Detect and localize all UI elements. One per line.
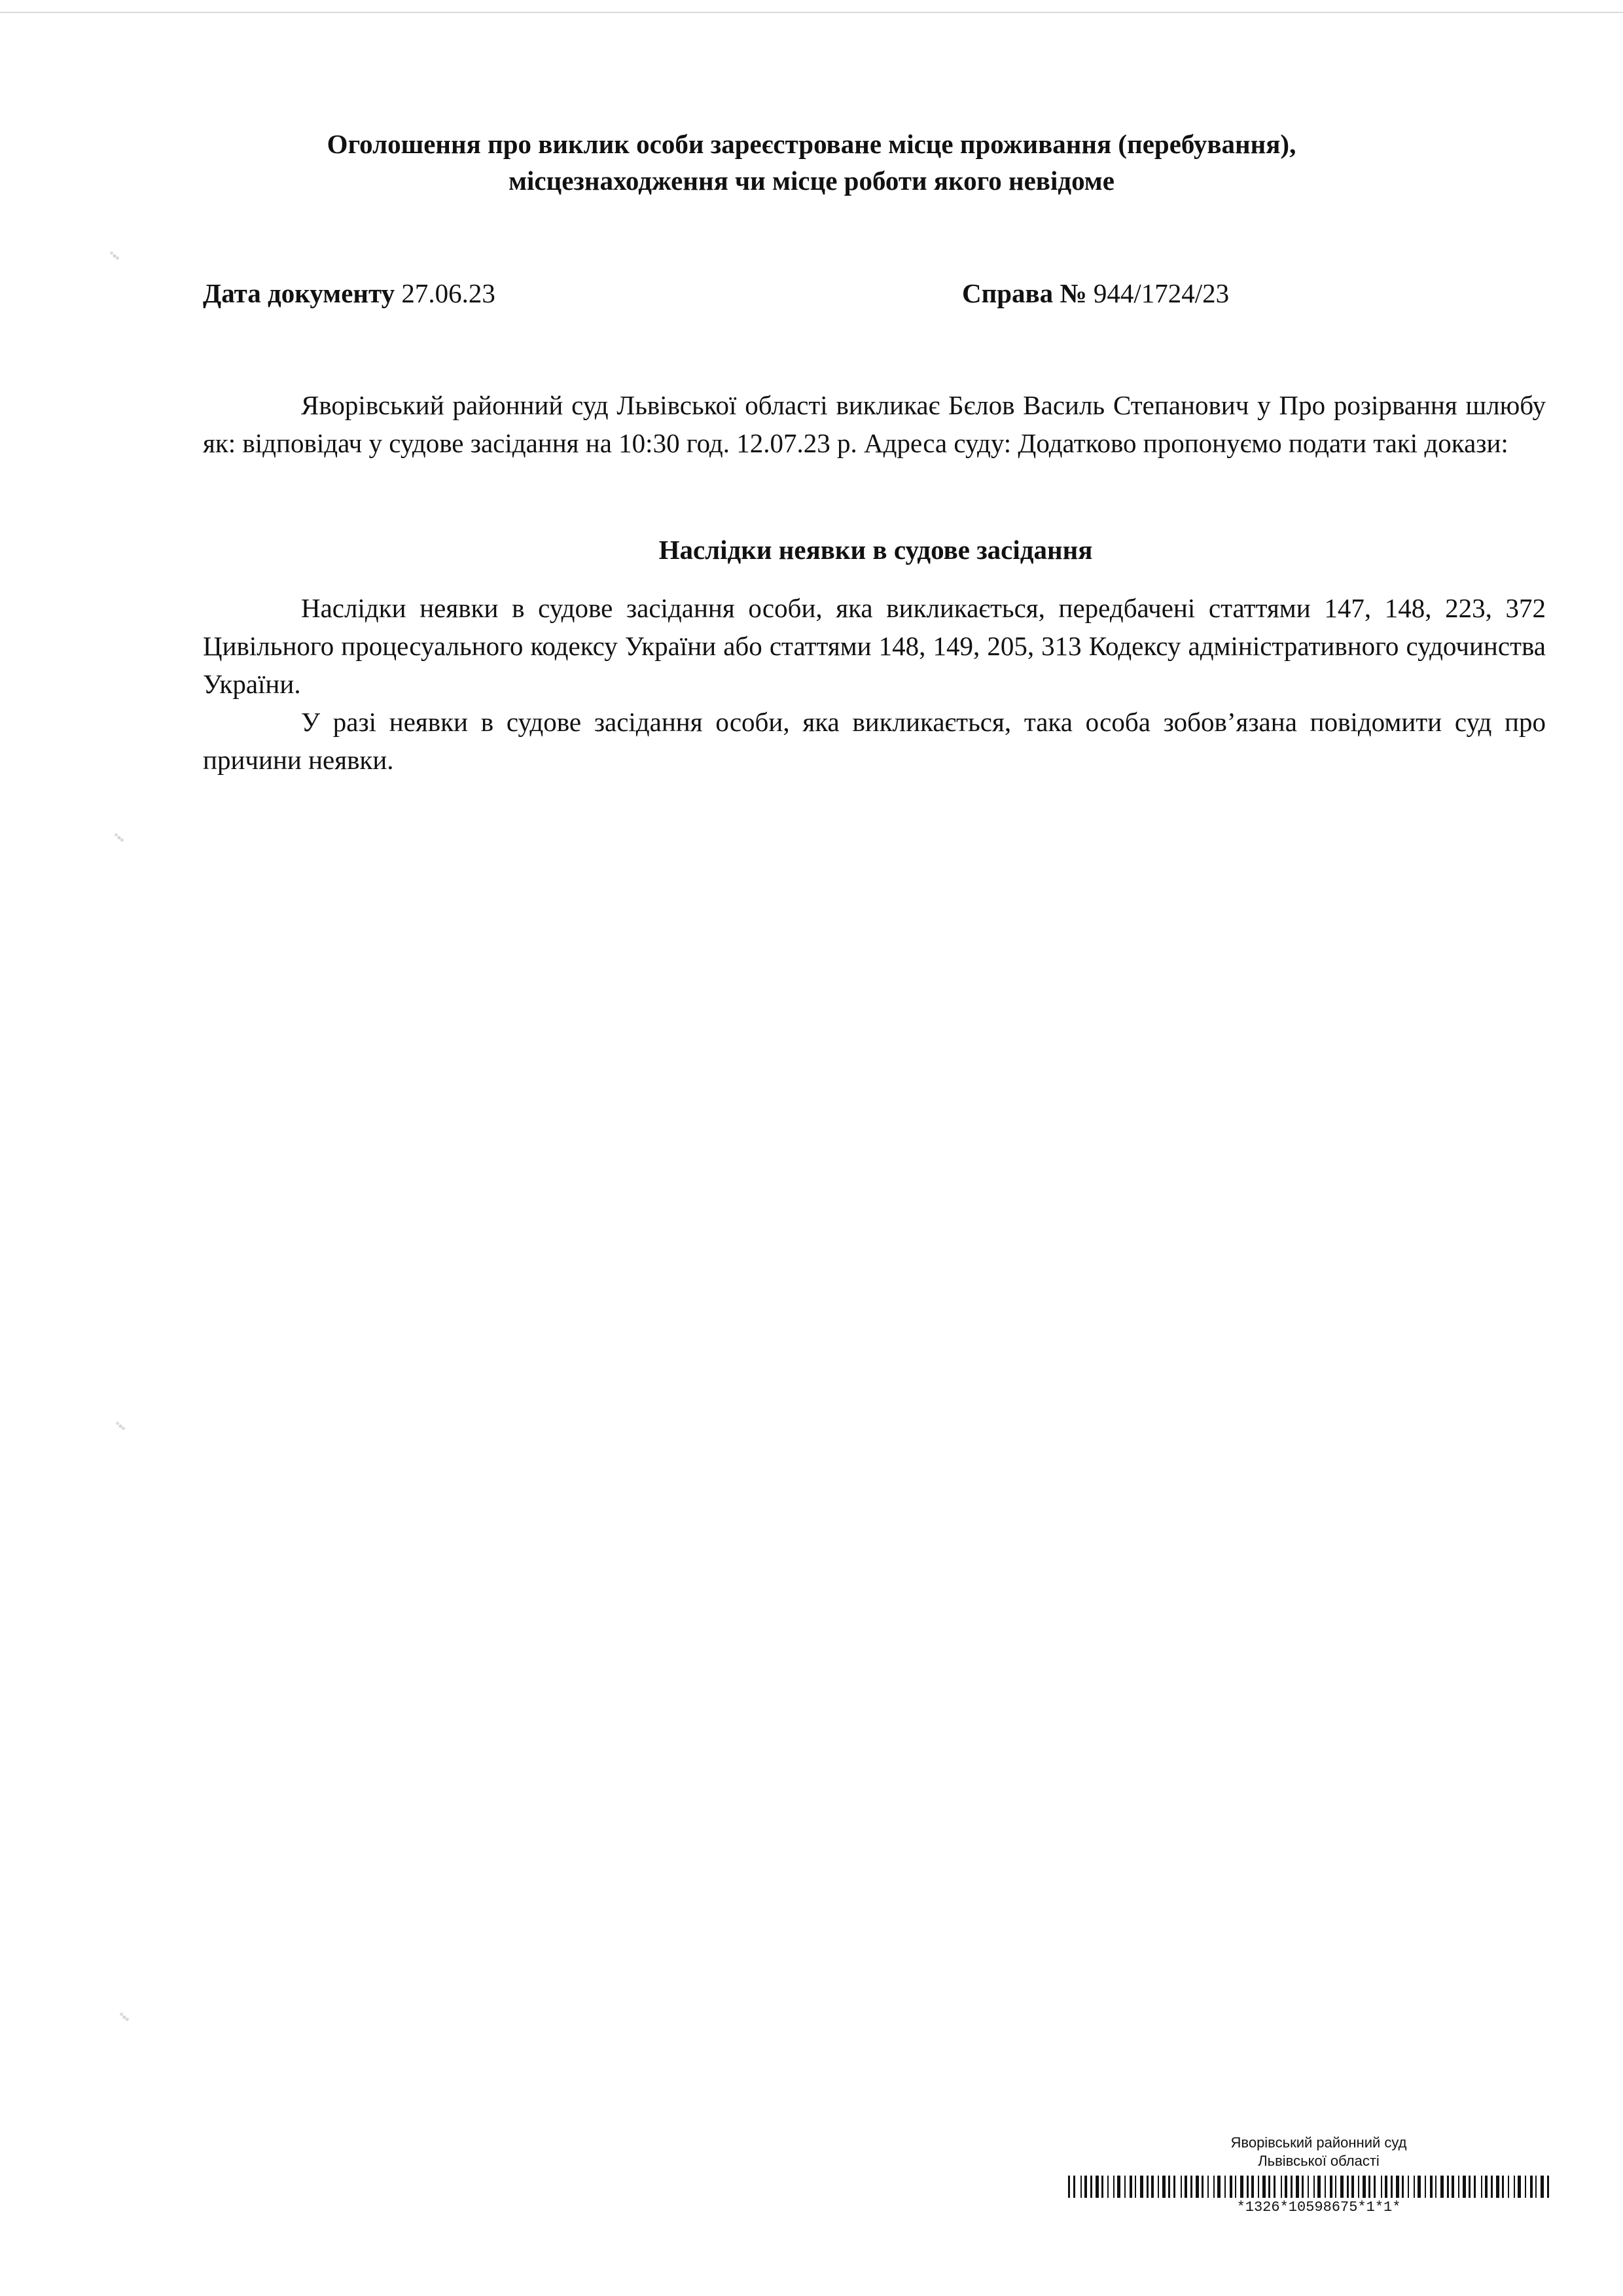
scan-speck [113, 1419, 128, 1433]
barcode-number: *1326*10598675*1*1* [1236, 2199, 1401, 2215]
case-label: Справа № [962, 278, 1087, 308]
date-value: 27.06.23 [401, 278, 495, 308]
case-number [962, 275, 1229, 312]
notice-paragraph: У разі неявки в судове засідання особи, яка викликається, така особа зобов’язана повідомити суд про причини неявки. [203, 707, 1546, 775]
court-name-line-2: Львівської області [1258, 2153, 1380, 2169]
title-line-1: Оголошення про виклик особи зареєстроване місце проживання (перебування), [327, 129, 1296, 159]
consequences-paragraph: Наслідки неявки в судове засідання особи, яка викликається, передбачені статтями 147, 148, 223, 372 Цивільного процесуального кодексу України або статтями 148, 149, 205, 313 Кодексу адміністративного судочинства України. [203, 593, 1546, 699]
scan-top-edge [0, 12, 1623, 13]
document-date [203, 275, 495, 312]
scan-speck [112, 831, 126, 845]
scan-speck [107, 249, 122, 263]
scan-speck [117, 2010, 132, 2024]
case-value: 944/1724/23 [1093, 278, 1230, 308]
consequences-heading: Наслідки неявки в судове засідання [658, 535, 1093, 565]
document-title [196, 126, 1427, 199]
title-line-2: місцезнаходження чи місце роботи якого невідоме [508, 166, 1115, 196]
barcode [1068, 2176, 1551, 2198]
date-label: Дата документу [203, 278, 395, 308]
court-stamp [1067, 2134, 1571, 2170]
court-name-line-1: Яворівський районний суд [1230, 2134, 1407, 2151]
summons-paragraph: Яворівський районний суд Львівської області викликає Бєлов Василь Степанович у Про розірвання шлюбу як: відповідач у судове засідання на 10:30 год. 12.07.23 р. Адреса суду: Додатково пропонуємо подати такі докази: [203, 390, 1546, 458]
